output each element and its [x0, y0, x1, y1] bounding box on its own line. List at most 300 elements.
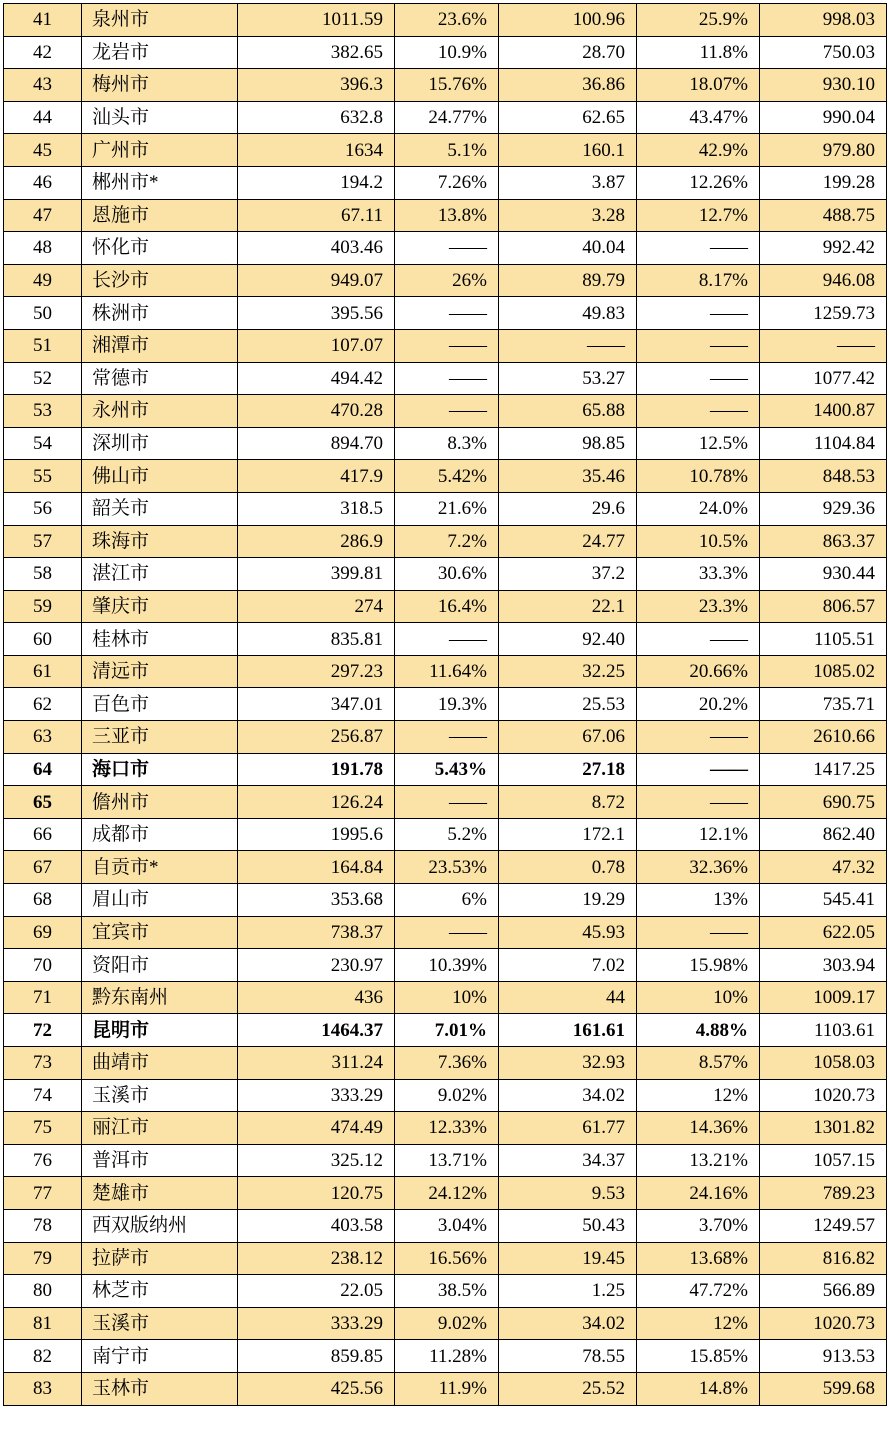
cell-value-3: 789.23: [760, 1177, 887, 1210]
cell-value-3: 913.53: [760, 1340, 887, 1373]
cell-value-1: 353.68: [238, 884, 395, 917]
cell-city-name: 湘潭市: [82, 329, 238, 362]
cell-value-2: 100.96: [499, 4, 637, 37]
cell-city-name: 永州市: [82, 395, 238, 428]
cell-rate-2: 12.5%: [637, 427, 760, 460]
cell-value-1: 894.70: [238, 427, 395, 460]
table-row: [4, 590, 887, 623]
cell-value-1: 403.46: [238, 232, 395, 265]
cell-value-1: 126.24: [238, 786, 395, 819]
cell-rate-1: 5.43%: [395, 753, 499, 786]
table-row: [4, 818, 887, 851]
cell-row-number: 47: [4, 199, 82, 232]
cell-value-1: 274: [238, 590, 395, 623]
cell-rate-2: 15.85%: [637, 1340, 760, 1373]
cell-value-3: 946.08: [760, 264, 887, 297]
cell-value-2: 24.77: [499, 525, 637, 558]
cell-value-2: 8.72: [499, 786, 637, 819]
cell-value-3: 199.28: [760, 166, 887, 199]
cell-city-name: 桂林市: [82, 623, 238, 656]
cell-value-3: 488.75: [760, 199, 887, 232]
cell-rate-1: 26%: [395, 264, 499, 297]
cell-value-1: 474.49: [238, 1112, 395, 1145]
cell-row-number: 42: [4, 36, 82, 69]
cell-value-2: 27.18: [499, 753, 637, 786]
cell-rate-2: 8.57%: [637, 1047, 760, 1080]
cell-row-number: 66: [4, 818, 82, 851]
cell-value-2: 22.1: [499, 590, 637, 623]
cell-city-name: 海口市: [82, 753, 238, 786]
table-row: [4, 949, 887, 982]
table-row: [4, 199, 887, 232]
cell-rate-1: 16.4%: [395, 590, 499, 623]
cell-city-name: 肇庆市: [82, 590, 238, 623]
cell-city-name: 拉萨市: [82, 1242, 238, 1275]
table-body: [4, 4, 887, 1406]
cell-value-2: 65.88: [499, 395, 637, 428]
cell-rate-2: ——: [637, 395, 760, 428]
cell-rate-1: 9.02%: [395, 1307, 499, 1340]
cell-rate-2: 12.26%: [637, 166, 760, 199]
cell-rate-2: 12.1%: [637, 818, 760, 851]
table-row: [4, 981, 887, 1014]
cell-city-name: 清远市: [82, 655, 238, 688]
cell-value-3: 1417.25: [760, 753, 887, 786]
cell-city-name: 深圳市: [82, 427, 238, 460]
table-row: [4, 623, 887, 656]
cell-row-number: 41: [4, 4, 82, 37]
cell-rate-2: 13.21%: [637, 1144, 760, 1177]
cell-rate-2: 10.5%: [637, 525, 760, 558]
cell-value-3: 1249.57: [760, 1209, 887, 1242]
cell-rate-1: 10.39%: [395, 949, 499, 982]
cell-value-2: 61.77: [499, 1112, 637, 1145]
cell-rate-2: 24.0%: [637, 492, 760, 525]
table-row: [4, 1275, 887, 1308]
cell-value-3: 750.03: [760, 36, 887, 69]
cell-rate-1: ——: [395, 916, 499, 949]
table-row: [4, 1177, 887, 1210]
cell-value-3: 806.57: [760, 590, 887, 623]
cell-value-2: 9.53: [499, 1177, 637, 1210]
cell-city-name: 三亚市: [82, 721, 238, 754]
cell-rate-1: 8.3%: [395, 427, 499, 460]
cell-value-1: 120.75: [238, 1177, 395, 1210]
cell-city-name: 曲靖市: [82, 1047, 238, 1080]
cell-city-name: 百色市: [82, 688, 238, 721]
cell-value-1: 194.2: [238, 166, 395, 199]
cell-value-2: 67.06: [499, 721, 637, 754]
cell-value-3: 303.94: [760, 949, 887, 982]
cell-row-number: 45: [4, 134, 82, 167]
table-row: [4, 297, 887, 330]
cell-row-number: 53: [4, 395, 82, 428]
cell-rate-1: 7.01%: [395, 1014, 499, 1047]
cell-row-number: 51: [4, 329, 82, 362]
cell-value-2: 78.55: [499, 1340, 637, 1373]
table-row: [4, 36, 887, 69]
cell-rate-1: 11.64%: [395, 655, 499, 688]
cell-rate-2: 43.47%: [637, 101, 760, 134]
cell-row-number: 54: [4, 427, 82, 460]
cell-value-3: 930.10: [760, 69, 887, 102]
cell-value-2: 98.85: [499, 427, 637, 460]
cell-value-2: 62.65: [499, 101, 637, 134]
cell-rate-1: 11.28%: [395, 1340, 499, 1373]
table-row: [4, 721, 887, 754]
cell-value-3: 992.42: [760, 232, 887, 265]
cell-row-number: 72: [4, 1014, 82, 1047]
cell-value-3: 1085.02: [760, 655, 887, 688]
cell-value-1: 22.05: [238, 1275, 395, 1308]
table-row: [4, 1047, 887, 1080]
cell-value-3: 1020.73: [760, 1307, 887, 1340]
cell-value-2: 34.37: [499, 1144, 637, 1177]
cell-rate-2: 23.3%: [637, 590, 760, 623]
cell-row-number: 79: [4, 1242, 82, 1275]
cell-rate-2: 25.9%: [637, 4, 760, 37]
cell-value-2: 29.6: [499, 492, 637, 525]
cell-row-number: 71: [4, 981, 82, 1014]
cell-value-3: 47.32: [760, 851, 887, 884]
cell-value-2: 7.02: [499, 949, 637, 982]
cell-value-1: 318.5: [238, 492, 395, 525]
cell-value-1: 347.01: [238, 688, 395, 721]
cell-value-3: 1077.42: [760, 362, 887, 395]
cell-row-number: 77: [4, 1177, 82, 1210]
cell-rate-2: 47.72%: [637, 1275, 760, 1308]
cell-rate-1: 24.12%: [395, 1177, 499, 1210]
cell-value-3: 1259.73: [760, 297, 887, 330]
cell-value-2: 92.40: [499, 623, 637, 656]
cell-value-3: 1400.87: [760, 395, 887, 428]
cell-value-1: 949.07: [238, 264, 395, 297]
table-row: [4, 460, 887, 493]
cell-rate-1: ——: [395, 329, 499, 362]
cell-value-1: 311.24: [238, 1047, 395, 1080]
cell-value-2: 34.02: [499, 1307, 637, 1340]
cell-city-name: 长沙市: [82, 264, 238, 297]
cell-value-1: 1011.59: [238, 4, 395, 37]
cell-rate-1: 23.6%: [395, 4, 499, 37]
cell-row-number: 46: [4, 166, 82, 199]
cell-value-2: 44: [499, 981, 637, 1014]
table-row: [4, 786, 887, 819]
cell-city-name: 郴州市*: [82, 166, 238, 199]
table-row: [4, 101, 887, 134]
cell-city-name: 西双版纳州: [82, 1209, 238, 1242]
table-row: [4, 655, 887, 688]
cell-rate-1: 10%: [395, 981, 499, 1014]
cell-city-name: 珠海市: [82, 525, 238, 558]
cell-rate-2: ——: [637, 916, 760, 949]
cell-rate-1: 15.76%: [395, 69, 499, 102]
cell-value-1: 1464.37: [238, 1014, 395, 1047]
cell-rate-2: 10%: [637, 981, 760, 1014]
cell-rate-1: ——: [395, 395, 499, 428]
cell-value-3: 1301.82: [760, 1112, 887, 1145]
cell-value-3: 1058.03: [760, 1047, 887, 1080]
cell-value-1: 403.58: [238, 1209, 395, 1242]
cell-value-1: 382.65: [238, 36, 395, 69]
table-row: [4, 134, 887, 167]
cell-row-number: 52: [4, 362, 82, 395]
cell-value-2: 0.78: [499, 851, 637, 884]
table-row: [4, 362, 887, 395]
cell-value-2: 3.28: [499, 199, 637, 232]
cell-row-number: 61: [4, 655, 82, 688]
cell-rate-1: 3.04%: [395, 1209, 499, 1242]
cell-row-number: 73: [4, 1047, 82, 1080]
cell-rate-2: 14.8%: [637, 1372, 760, 1405]
cell-rate-1: 11.9%: [395, 1372, 499, 1405]
cell-city-name: 楚雄市: [82, 1177, 238, 1210]
cell-value-2: 28.70: [499, 36, 637, 69]
cell-rate-2: 11.8%: [637, 36, 760, 69]
city-data-table: [3, 3, 887, 1406]
cell-row-number: 56: [4, 492, 82, 525]
cell-city-name: 林芝市: [82, 1275, 238, 1308]
table-row: [4, 166, 887, 199]
cell-row-number: 58: [4, 558, 82, 591]
cell-rate-1: 16.56%: [395, 1242, 499, 1275]
cell-value-2: 40.04: [499, 232, 637, 265]
cell-city-name: 成都市: [82, 818, 238, 851]
table-row: [4, 427, 887, 460]
cell-value-2: 161.61: [499, 1014, 637, 1047]
cell-rate-1: 19.3%: [395, 688, 499, 721]
cell-value-1: 436: [238, 981, 395, 1014]
cell-rate-1: 5.42%: [395, 460, 499, 493]
cell-city-name: 玉溪市: [82, 1079, 238, 1112]
cell-row-number: 78: [4, 1209, 82, 1242]
cell-value-3: 690.75: [760, 786, 887, 819]
table-row: [4, 1144, 887, 1177]
cell-city-name: 株洲市: [82, 297, 238, 330]
cell-value-3: 979.80: [760, 134, 887, 167]
table-row: [4, 492, 887, 525]
cell-rate-1: 9.02%: [395, 1079, 499, 1112]
cell-value-1: 395.56: [238, 297, 395, 330]
cell-value-3: 1009.17: [760, 981, 887, 1014]
cell-rate-1: 10.9%: [395, 36, 499, 69]
cell-rate-2: 14.36%: [637, 1112, 760, 1145]
cell-row-number: 70: [4, 949, 82, 982]
cell-value-2: 50.43: [499, 1209, 637, 1242]
cell-rate-1: 13.8%: [395, 199, 499, 232]
cell-rate-2: ——: [637, 721, 760, 754]
cell-value-2: 36.86: [499, 69, 637, 102]
cell-row-number: 82: [4, 1340, 82, 1373]
cell-value-2: 25.52: [499, 1372, 637, 1405]
cell-value-3: 1103.61: [760, 1014, 887, 1047]
cell-city-name: 昆明市: [82, 1014, 238, 1047]
cell-value-1: 238.12: [238, 1242, 395, 1275]
cell-rate-2: 12%: [637, 1079, 760, 1112]
cell-row-number: 80: [4, 1275, 82, 1308]
cell-row-number: 63: [4, 721, 82, 754]
cell-value-2: 19.29: [499, 884, 637, 917]
cell-value-2: 34.02: [499, 1079, 637, 1112]
cell-value-2: 37.2: [499, 558, 637, 591]
cell-value-3: 998.03: [760, 4, 887, 37]
cell-value-3: 1020.73: [760, 1079, 887, 1112]
cell-value-1: 256.87: [238, 721, 395, 754]
cell-value-2: 3.87: [499, 166, 637, 199]
cell-value-1: 286.9: [238, 525, 395, 558]
cell-rate-1: ——: [395, 721, 499, 754]
cell-rate-2: ——: [637, 232, 760, 265]
cell-rate-2: ——: [637, 623, 760, 656]
cell-rate-1: 13.71%: [395, 1144, 499, 1177]
cell-rate-1: 7.36%: [395, 1047, 499, 1080]
cell-value-1: 425.56: [238, 1372, 395, 1405]
cell-value-3: 863.37: [760, 525, 887, 558]
cell-city-name: 佛山市: [82, 460, 238, 493]
cell-rate-1: ——: [395, 232, 499, 265]
cell-rate-2: 32.36%: [637, 851, 760, 884]
cell-value-2: 45.93: [499, 916, 637, 949]
cell-city-name: 资阳市: [82, 949, 238, 982]
cell-rate-2: 18.07%: [637, 69, 760, 102]
cell-row-number: 64: [4, 753, 82, 786]
cell-value-1: 333.29: [238, 1307, 395, 1340]
cell-city-name: 韶关市: [82, 492, 238, 525]
table-row: [4, 916, 887, 949]
cell-value-1: 230.97: [238, 949, 395, 982]
cell-row-number: 49: [4, 264, 82, 297]
cell-value-3: 566.89: [760, 1275, 887, 1308]
cell-rate-2: ——: [637, 753, 760, 786]
cell-rate-1: 7.26%: [395, 166, 499, 199]
table-row: [4, 264, 887, 297]
cell-rate-2: ——: [637, 329, 760, 362]
cell-rate-1: ——: [395, 623, 499, 656]
cell-value-1: 333.29: [238, 1079, 395, 1112]
cell-value-2: 89.79: [499, 264, 637, 297]
cell-rate-1: ——: [395, 362, 499, 395]
cell-value-2: 1.25: [499, 1275, 637, 1308]
cell-rate-2: 24.16%: [637, 1177, 760, 1210]
cell-row-number: 44: [4, 101, 82, 134]
cell-value-3: 816.82: [760, 1242, 887, 1275]
cell-row-number: 69: [4, 916, 82, 949]
table-row: [4, 525, 887, 558]
table-row: [4, 232, 887, 265]
cell-rate-1: ——: [395, 786, 499, 819]
table-row: [4, 1340, 887, 1373]
cell-value-3: 929.36: [760, 492, 887, 525]
cell-rate-2: 8.17%: [637, 264, 760, 297]
cell-city-name: 自贡市*: [82, 851, 238, 884]
cell-value-3: 1105.51: [760, 623, 887, 656]
table-row: [4, 1372, 887, 1405]
cell-value-1: 399.81: [238, 558, 395, 591]
cell-row-number: 83: [4, 1372, 82, 1405]
cell-rate-1: 38.5%: [395, 1275, 499, 1308]
table-row: [4, 1242, 887, 1275]
cell-row-number: 67: [4, 851, 82, 884]
cell-value-1: 835.81: [238, 623, 395, 656]
cell-rate-2: 12%: [637, 1307, 760, 1340]
cell-city-name: 黔东南州: [82, 981, 238, 1014]
cell-value-1: 738.37: [238, 916, 395, 949]
table-row: [4, 1307, 887, 1340]
table-row: [4, 753, 887, 786]
cell-rate-2: 4.88%: [637, 1014, 760, 1047]
cell-value-3: 862.40: [760, 818, 887, 851]
cell-city-name: 丽江市: [82, 1112, 238, 1145]
cell-value-3: 2610.66: [760, 721, 887, 754]
cell-row-number: 50: [4, 297, 82, 330]
table-row: [4, 1079, 887, 1112]
cell-row-number: 81: [4, 1307, 82, 1340]
cell-rate-1: 6%: [395, 884, 499, 917]
cell-value-1: 494.42: [238, 362, 395, 395]
cell-value-3: 930.44: [760, 558, 887, 591]
cell-value-3: 1104.84: [760, 427, 887, 460]
cell-value-2: 25.53: [499, 688, 637, 721]
cell-value-2: 53.27: [499, 362, 637, 395]
cell-value-1: 191.78: [238, 753, 395, 786]
cell-row-number: 59: [4, 590, 82, 623]
cell-rate-2: 10.78%: [637, 460, 760, 493]
cell-rate-2: 42.9%: [637, 134, 760, 167]
cell-row-number: 48: [4, 232, 82, 265]
cell-city-name: 宜宾市: [82, 916, 238, 949]
cell-city-name: 广州市: [82, 134, 238, 167]
table-row: [4, 395, 887, 428]
table-row: [4, 851, 887, 884]
cell-rate-2: 13.68%: [637, 1242, 760, 1275]
cell-value-2: ——: [499, 329, 637, 362]
cell-rate-1: 21.6%: [395, 492, 499, 525]
cell-city-name: 普洱市: [82, 1144, 238, 1177]
cell-row-number: 55: [4, 460, 82, 493]
cell-row-number: 43: [4, 69, 82, 102]
table-row: [4, 688, 887, 721]
cell-rate-1: 7.2%: [395, 525, 499, 558]
cell-rate-1: 5.2%: [395, 818, 499, 851]
cell-city-name: 眉山市: [82, 884, 238, 917]
cell-value-1: 396.3: [238, 69, 395, 102]
cell-value-3: 990.04: [760, 101, 887, 134]
table-row: [4, 884, 887, 917]
cell-rate-1: 23.53%: [395, 851, 499, 884]
cell-value-3: 735.71: [760, 688, 887, 721]
cell-rate-2: 15.98%: [637, 949, 760, 982]
cell-rate-2: ——: [637, 362, 760, 395]
cell-row-number: 75: [4, 1112, 82, 1145]
table-row: [4, 329, 887, 362]
cell-value-1: 67.11: [238, 199, 395, 232]
cell-value-3: 1057.15: [760, 1144, 887, 1177]
cell-value-2: 35.46: [499, 460, 637, 493]
cell-city-name: 怀化市: [82, 232, 238, 265]
cell-city-name: 常德市: [82, 362, 238, 395]
table-row: [4, 558, 887, 591]
cell-value-2: 32.93: [499, 1047, 637, 1080]
cell-value-2: 160.1: [499, 134, 637, 167]
cell-row-number: 76: [4, 1144, 82, 1177]
cell-value-1: 470.28: [238, 395, 395, 428]
cell-value-3: 599.68: [760, 1372, 887, 1405]
cell-value-3: ——: [760, 329, 887, 362]
cell-value-1: 1634: [238, 134, 395, 167]
cell-rate-2: ——: [637, 297, 760, 330]
cell-city-name: 玉溪市: [82, 1307, 238, 1340]
cell-value-2: 32.25: [499, 655, 637, 688]
